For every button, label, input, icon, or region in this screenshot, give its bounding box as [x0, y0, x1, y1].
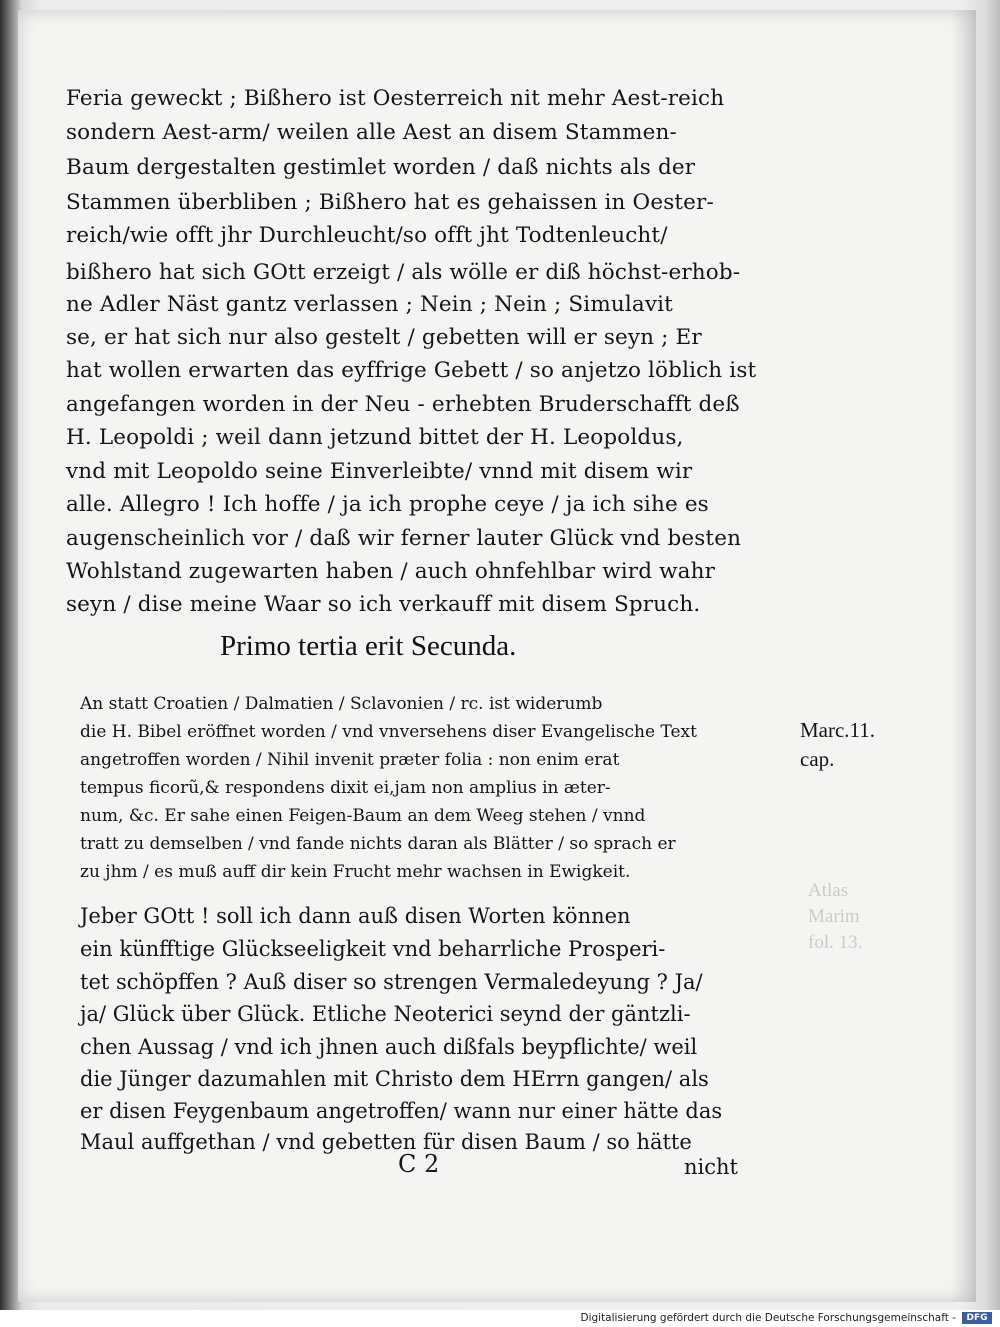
text-line: zu jhm / es muß auff dir kein Frucht mehr wachsen in Ewigkeit.: [80, 862, 631, 882]
bleed-through-text: Marim: [808, 906, 860, 927]
text-line: reich/wie offt jhr Durchleucht/so offt jht Todtenleucht/: [66, 223, 668, 248]
text-line: hat wollen erwarten das eyffrige Gebett / so anjetzo löblich ist: [66, 358, 757, 383]
text-line: se, er hat sich nur also gestelt / gebetten will er seyn ; Er: [66, 325, 702, 350]
text-line: die Jünger dazumahlen mit Christo dem HErrn gangen/ als: [80, 1067, 709, 1091]
marginal-note: [800, 718, 875, 772]
text-line: num, &c. Er sahe einen Feigen-Baum an dem Weeg stehen / vnnd: [80, 806, 646, 826]
text-line: angetroffen worden / Nihil invenit præter folia : non enim erat: [80, 750, 620, 770]
text-line: Baum dergestalten gestimlet worden / daß nichts als der: [66, 155, 696, 180]
text-line: H. Leopoldi ; weil dann jetzund bittet der H. Leopoldus,: [66, 425, 684, 450]
text-line: angefangen worden in der Neu - erhebten Bruderschafft deß: [66, 392, 740, 417]
text-line: tratt zu demselben / vnd fande nichts daran als Blätter / so sprach er: [80, 834, 676, 854]
bleed-through-text: fol. 13.: [808, 932, 863, 953]
text-line: bißhero hat sich GOtt erzeigt / als wölle er diß höchst-erhob-: [66, 260, 741, 285]
section-heading: Primo tertia erit Secunda.: [220, 630, 517, 662]
text-line: er disen Feygenbaum angetroffen/ wann nur einer hätte das: [80, 1099, 723, 1123]
marginal-note-line: Marc.11.: [800, 718, 876, 742]
text-line: tet schöpffen ? Auß diser so strengen Vermaledeyung ? Ja/: [80, 970, 703, 994]
text-line: ne Adler Näst gantz verlassen ; Nein ; Nein ; Simulavit: [66, 292, 673, 317]
text-line: ein künfftige Glückseeligkeit vnd beharrliche Prosperi-: [80, 937, 666, 961]
text-line: tempus ficorũ,& respondens dixit ei,jam non amplius in æter-: [80, 778, 611, 798]
dfg-logo-icon: DFG: [962, 1312, 992, 1324]
text-line: Stammen überbliben ; Bißhero hat es gehaissen in Oester-: [66, 190, 714, 215]
signature-mark: C 2: [398, 1150, 440, 1178]
bleed-through-text: Atlas: [808, 880, 849, 901]
text-line: chen Aussag / vnd ich jhnen auch dißfals beypflichte/ weil: [80, 1035, 698, 1059]
footer-credit: Digitalisierung gefördert durch die Deutsche Forschungsgemeinschaft -: [580, 1312, 956, 1324]
text-line: augenscheinlich vor / daß wir ferner lauter Glück vnd besten: [66, 526, 742, 551]
text-line: seyn / dise meine Waar so ich verkauff mit disem Spruch.: [66, 592, 701, 617]
text-line: Maul auffgethan / vnd gebetten für disen Baum / so hätte: [80, 1130, 692, 1154]
marginal-note-line: cap.: [800, 747, 835, 771]
text-line: alle. Allegro ! Ich hoffe / ja ich prophe ceye / ja ich sihe es: [66, 492, 709, 517]
text-line: ja/ Glück über Glück. Etliche Neoterici seynd der gäntzli-: [80, 1002, 691, 1026]
catchword: nicht: [684, 1155, 738, 1179]
text-line: vnd mit Leopoldo seine Einverleibte/ vnnd mit disem wir: [66, 459, 693, 484]
text-line: An statt Croatien / Dalmatien / Sclavonien / rc. ist widerumb: [80, 694, 603, 714]
text-line: Feria geweckt ; Bißhero ist Oesterreich nit mehr Aest-reich: [66, 86, 725, 111]
text-line: Jeber GOtt ! soll ich dann auß disen Worten können: [80, 904, 631, 928]
text-line: sondern Aest-arm/ weilen alle Aest an disem Stammen-: [66, 120, 677, 145]
text-line: die H. Bibel eröffnet worden / vnd vnversehens diser Evangelische Text: [80, 722, 697, 742]
text-line: Wohlstand zugewarten haben / auch ohnfehlbar wird wahr: [66, 559, 716, 584]
